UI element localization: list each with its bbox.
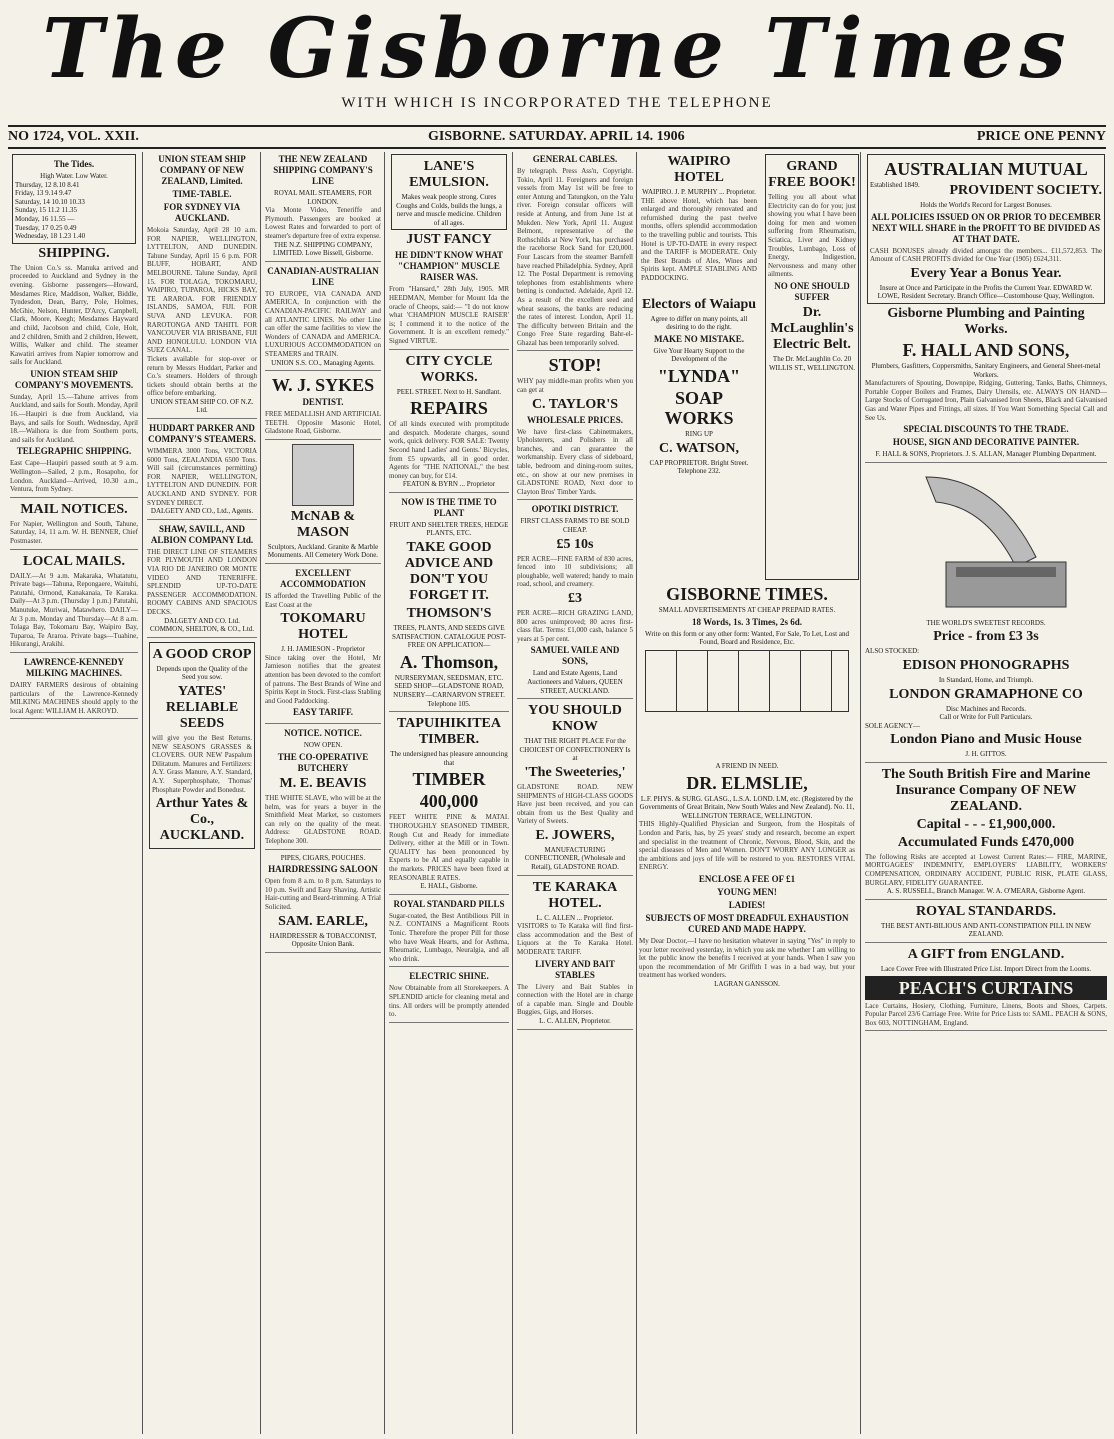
sweeteries: 'The Sweeteries,': [524, 764, 626, 780]
hall-footer: F. HALL & SONS, Proprietors. J. S. ALLAN, Manager Plumbing Department.: [875, 450, 1097, 459]
tickets-body: Tickets available for stop-over or return by Messrs Huddart, Parker and Co.'s steamers. Holders of through tickets should obtain berths at the office before embarking.: [147, 354, 257, 398]
monument-illustration: [292, 444, 354, 506]
milking-body: DAIRY FARMERS desirous of obtaining particulars of the Lawrence-Kennedy MILKING MACHINES should apply to the local Agent: WILLIAM H. AKROYD.: [10, 680, 138, 715]
tokomaru-body: Since taking over the Hotel, Mr Jamieson notifies that the greatest attention has been devoted to the comfort of patrons. The Best Brands of Wine and Spirits Kept in Stock. First-class Stabling and Good Paddocking.: [265, 653, 381, 705]
opotiki-price2: £3: [568, 590, 582, 606]
issue-number: NO 1724, VOL. XXII.: [8, 129, 139, 144]
columns: [8, 152, 1106, 1434]
gramophone: LONDON GRAMAPHONE CO: [889, 686, 1083, 702]
peach-ad: [865, 947, 1107, 1031]
cables-article: [517, 154, 633, 351]
sole-agency: SOLE AGENCY—: [865, 721, 921, 730]
gift-title: A GIFT from ENGLAND.: [907, 947, 1065, 963]
mason-ad: [265, 444, 381, 564]
jowers-sub: MANUFACTURING CONFECTIONER, (Wholesale and Retail), GLADSTONE ROAD.: [524, 845, 626, 872]
easy-tariff: EASY TARIFF.: [292, 707, 354, 718]
taylor-sub: WHOLESALE PRICES.: [526, 414, 624, 425]
livery-footer: L. C. ALLEN, Proprietor.: [539, 1017, 611, 1025]
huddart-ad: [147, 423, 257, 520]
records: THE WORLD'S SWEETEST RECORDS.: [926, 618, 1046, 627]
hall-sub: Plumbers, Gasfitters, Coppersmiths, Sanitary Engineers, and General Sheet-metal Workers.: [871, 361, 1101, 379]
elmslie-ad: [639, 762, 855, 989]
cycle-footer: FEATON & BYRN ... Proprietor: [402, 480, 496, 489]
column-5: [512, 152, 635, 1434]
earle-sub: HAIRDRESSER & TOBACCONIST, Opposite Union Bank.: [269, 931, 377, 949]
thomson-name: A. Thomson,: [399, 651, 499, 672]
phonograph-illustration: [886, 467, 1086, 617]
shaw-title: SHAW, SAVILL, AND ALBION COMPANY Ltd.: [150, 523, 254, 545]
huddart-title: HUDDART PARKER AND COMPANY'S STEAMERS.: [148, 423, 256, 445]
opotiki-body1: PER ACRE—FINE FARM of 830 acres, fenced into 10 subdivisions; all ploughable, well watered; handy to main road, school, and creamery.: [517, 554, 633, 589]
column-2: [142, 152, 259, 1434]
enclose: ENCLOSE A FEE OF £1: [698, 873, 796, 884]
accumulated: Accumulated Funds £470,000: [897, 834, 1075, 850]
peach: PEACH'S CURTAINS: [865, 976, 1107, 1000]
subjects-title: SUBJECTS OF MOST DREADFUL EXHAUSTION CURED AND MADE HAPPY.: [645, 912, 849, 934]
movements-body: Sunday, April 15.—Tahune arrives from Auckland, and sails for South. Monday, April 16.—Haupiri is due from Auckland, via Bays, and sails for South. Wednesday, April 18.—Waihora is due from Southern ports, and sails for Auckland.: [10, 392, 138, 444]
jowers: E. JOWERS,: [535, 827, 615, 843]
fire-title: The South British Fire and Marine Insurance Company OF NEW ZEALAND.: [881, 766, 1091, 814]
waipiro-title: WAIPIRO HOTEL: [667, 154, 731, 185]
elmslie-title: DR. ELMSLIE,: [686, 772, 808, 793]
special: SPECIAL DISCOUNTS TO THE TRADE.: [903, 424, 1069, 435]
edison-sub: In Standard, Home, and Triumph.: [938, 675, 1034, 684]
opotiki-title: OPOTIKI DISTRICT.: [531, 504, 619, 515]
nz-shipping-ad: [265, 154, 381, 262]
royal-std-title: ROYAL STANDARDS.: [915, 903, 1057, 919]
telegraphic-body: East Cape—Haupiri passed south at 9 a.m. Wellington—Sailed, 2 p.m., Rosapoho, for London. Auckland—Arrived, 10.30 a.m., Ventura, from Sydney.: [10, 459, 138, 494]
tides-row: Wednesday, 18 1.23 1.40: [15, 232, 86, 241]
cycle-sub: PEEL STREET. Next to H. Sandlant.: [396, 387, 502, 396]
fire-ad: [865, 767, 1107, 900]
milking-ad: [10, 657, 138, 719]
shaw-body: THE DIRECT LINE OF STEAMERS FOR PLYMOUTH AND LONDON VIA RIO DE JANEIRO OR MONTE VIDEO AND TENERIFFE. SPLENDID UP-TO-DATE PASSENGER ACCOMMODATION. ROOMY CABINS AND SPACIOUS DECKS.: [147, 547, 257, 616]
fancy-ad: [389, 232, 509, 349]
earle-title: SAM. EARLE,: [278, 913, 368, 929]
notice-title: NOTICE. NOTICE.: [284, 728, 362, 739]
lane-body: Makes weak people strong. Cures Coughs and Colds, builds the lungs, a nerve and muscle medicine. Children of all ages.: [396, 193, 502, 227]
mail-notices: [10, 502, 138, 550]
local-title: LOCAL MAILS.: [23, 553, 125, 569]
piano-title: London Piano and Music House: [890, 732, 1082, 748]
hairdressing-ad: [265, 854, 381, 953]
karaka-title: TE KARAKA HOTEL.: [532, 879, 618, 911]
amp-title: AUSTRALIAN MUTUAL: [884, 159, 1088, 179]
grand-free: GRAND FREE BOOK!: [768, 159, 856, 190]
cycle-title: CITY CYCLE WORKS.: [405, 353, 493, 385]
sykes-ad: [265, 375, 381, 440]
crop-title: A GOOD CROP: [152, 646, 252, 662]
opotiki-price1: £5 10s: [556, 536, 594, 552]
lynda: "LYNDA": [657, 365, 741, 386]
plumbing-title: Gisborne Plumbing and Painting Works.: [887, 305, 1085, 337]
soap: SOAP WORKS: [664, 387, 734, 428]
fancy-body: From "Hansard," 28th July, 1905. MR HEEDMAN, Member for Mount Ida the oracle of Cheops, said:— "I do not know what 'CHAMPION MUSCLE RAISER' is; I commend it to the notice of the Government. It is an excellent remedy." Signed VIRTUE.: [389, 285, 509, 345]
excellent-title: EXCELLENT ACCOMMODATION: [280, 568, 366, 590]
call: Call or Write for Full Particulars.: [939, 713, 1033, 722]
amp-bonus: Every Year a Bonus Year.: [910, 265, 1062, 281]
price: Price - from £3 3s: [933, 629, 1039, 645]
mistake-body: Give Your Hearty Support to the Development of the: [653, 346, 745, 364]
ad-form-grid: [645, 650, 849, 712]
yates-title: YATES' RELIABLE SEEDS: [165, 683, 239, 731]
hall-body: Manufacturers of Spouting, Downpipe, Ridging, Guttering, Tanks, Baths, Chimneys, Portable Copper Boilers and Frames, Dairy Utensils, etc. ALWAYS ON HAND—Large Stocks of Corrugated Iron, Plain Galvanised Iron Sheets, Black and Galvanised Gas and Water Pipes and Fittings, all sizes. If You Want Something Special Call and See Us.: [865, 379, 1107, 422]
subjects-body: My Dear Doctor,—I have no hesitation whatever in saying "Yes" in reply to your letter received yesterday, in which you ask me whether I am willing to let the public know the benefits I received at your hands. When I saw you upon the recommendation of Mr Griffith I was in a bad way, but your treatment has worked wonders.: [639, 936, 855, 980]
times-ad: [639, 582, 855, 715]
vaile-body: Land and Estate Agents, Land Auctioneers and Valuers, QUEEN STREET, AUCKLAND.: [527, 669, 623, 695]
timber-amount: 400,000: [419, 791, 479, 812]
cables-body: By telegraph. Press Ass'n, Copyright. Tokio, April 11. Foreigners and foreign vessels from May 1st will be free to enter Antung and Tatungkon, on the Yalu river. Foreign consular officers will reside at Antung, and from June 1st at Mukden. New York, April 11. August Belmont, representative of the Rothschilds at New York, has purchased the racehorse Rock Sand for £20,000. Four Lascars from the steamer Barnfell have reached Philadelphia. Sydney, April 12. The Postal Department is removing telephones from establishments where betting is conducted. Adelaide, April 12. As a result of the excellent seed and wheat seasons, the banks are reducing the rates of interest. London, April 11. The difficulty between Britain and the Congo Free State regarding Bahr-el-Ghazal has been temporarily solved.: [517, 167, 633, 347]
butchery-title: THE CO-OPERATIVE BUTCHERY: [277, 752, 369, 773]
tides-row: Saturday, 14 10.10 10.33: [15, 197, 85, 206]
canadian-title: CANADIAN-AUSTRALIAN LINE: [267, 265, 379, 287]
thomson-body: NURSERYMAN, SEEDSMAN, ETC. SEED SHOP—GLADSTONE ROAD, NURSERY—CARNARVON STREET. Telephone 105.: [393, 673, 505, 708]
column-4: [384, 152, 511, 1434]
edison: EDISON PHONOGRAPHS: [902, 657, 1070, 673]
timber: TIMBER: [412, 769, 486, 790]
friend: A FRIEND IN NEED.: [715, 762, 779, 770]
telegraphic-title: TELEGRAPHIC SHIPPING.: [16, 446, 132, 457]
thomsons-body: TREES, PLANTS, AND SEEDS GIVE SATISFACTION. CATALOGUE POST-FREE ON APPLICATION—: [392, 624, 506, 650]
column-6: [636, 152, 859, 1434]
giltos: J. H. GITTOS.: [965, 750, 1007, 759]
tokomaru-title: TOKOMARU HOTEL: [280, 611, 366, 643]
timber-ad: [389, 716, 509, 895]
gift-sub: Lace Cover Free with Illustrated Price List. Import Direct from the Looms.: [880, 965, 1092, 974]
plant-title: NOW IS THE TIME TO PLANT: [401, 496, 497, 518]
yates-ad: [149, 642, 255, 849]
milking-title: LAWRENCE-KENNEDY MILKING MACHINES.: [23, 656, 124, 678]
fancy-title: JUST FANCY: [406, 232, 492, 248]
amp-sub: PROVIDENT SOCIETY.: [949, 183, 1102, 198]
masthead: [0, 0, 1114, 125]
canadian-body: TO EUROPE, VIA CANADA AND AMERICA, In conjunction with the CANADIAN-PACIFIC RAILWAY and all ATLANTIC LINES. No other Line can offer the same facilities to view the Wonders of CANADA and AMERICA. LUXURIOUS ACCOMMODATION on STEAMERS and TRAIN.: [265, 289, 381, 358]
opotiki-ad: [517, 504, 633, 699]
shipping-body: The Union Co.'s ss. Manuka arrived and proceeded to Auckland and Sydney in the evening. Gisborne passengers—Howard, Mesdames Rice, Maddison, Walker, Biddle, Tyndesdon, Dean, Barry, Pole, Holmes, McGhie, Nelson, Hunter, D'Arcy, Campbell, Clark, Moore, Keegh; Mesdames Hayward and child, Jacobson and child, Cole, Holt, and 2 children, Smith and 2 children, Hewett, Willis, Walker and child. The steamer Kawatiri arrives from Napier tomorrow and sails for Auckland.: [10, 263, 138, 367]
hall-ad: [865, 306, 1107, 463]
cables-title: GENERAL CABLES.: [532, 154, 618, 164]
taylor-body: We have first-class Cabinetmakers, Upholsterers, and Polishers in all branches, and can guarantee the workmanship. Every class of sideboard, table, bedroom and dining-room suites, etc., on show at our new premises in GLADSTONE ROAD, Next door to Clayton Bros' Timber Yards.: [517, 427, 633, 496]
union-footer: UNION STEAM SHIP CO. OF N.Z. Ltd.: [150, 397, 254, 415]
union-ad: [147, 154, 257, 419]
waipiro-ad: [641, 152, 757, 476]
plant-sub: FRUIT AND SHELTER TREES, HEDGE PLANTS, ETC.: [389, 520, 509, 538]
electors-title: Electors of Waiapu: [641, 296, 757, 312]
peach-body: Lace Curtains, Hosiery, Clothing, Furniture, Linens, Boots and Shoes, Carpets. Popular Parcel 23/6 Carriage Free. Write for Price Lists to: SAML. PEACH & SONS, Box 603, NOTTINGHAM, England.: [865, 1001, 1107, 1027]
livery-body: The Livery and Bait Stables in connection with the Hotel are in charge of a capable man. Single and Double Buggies, Gigs, and Horses.: [517, 982, 633, 1017]
amp-body: ALL POLICIES ISSUED ON OR PRIOR TO DECEMBER NEXT WILL SHARE in the PROFIT TO BE DIVIDED AS AT THAT DATE.: [871, 211, 1101, 244]
shine-ad: [389, 971, 509, 1022]
mail-title: MAIL NOTICES.: [20, 501, 128, 517]
grand-body: Telling you all about what Electricity can do for you; just showing you what I have been doing for men and women suffering from Rheumatism, Sciatica, Liver and Kidney Troubles, Lumbago, Loss of Energy, Indigestion, Nervousness and many other ailments.: [768, 193, 856, 279]
fancy-sub: HE DIDN'T KNOW WHAT "CHAMPION" MUSCLE RAISER WAS.: [394, 250, 504, 283]
hairdressing-body: Open from 8 a.m. to 8 p.m. Saturdays to 10 p.m. Swift and Easy Shaving. Artistic Hair-cutting and Beard-trimming. A Trial Solicited.: [265, 877, 381, 911]
amp-footer: Insure at Once and Participate in the Profits the Current Year. EDWARD W. LOWE, Resident Secretary. Branch Office—Customhouse Quay, Wellington.: [877, 283, 1095, 301]
tides-row: Monday, 16 11.55 —: [15, 214, 75, 223]
issue-date: GISBORNE. SATURDAY. APRIL 14. 1906: [428, 129, 685, 144]
tides-box: [12, 154, 136, 244]
times-sub: SMALL ADVERTISEMENTS AT CHEAP PREPAID RATES.: [658, 606, 836, 614]
column-3: [260, 152, 383, 1434]
ns-body: Via Monte Video, Teneriffe and Plymouth. Passengers are booked at Lowest Rates and forwarded to port of steamer's departure free of extra expense.: [265, 206, 381, 240]
jamieson: J. H. JAMIESON - Proprietor: [281, 645, 365, 654]
royal-pills-title: ROYAL STANDARD PILLS: [393, 898, 505, 909]
electors-body: Agree to differ on many points, all desiring to do the right.: [650, 314, 748, 332]
local-body: DAILY.—At 9 a.m. Makaraka, Whatatutu, Private bags—Tahuna, Repongaere, Waituhi, Patutahi, Ormond, Kanakanaia, Te Karaka. Daily—At 3 p.m. (Thursday 1 p.m.) Patutahi, Manutuke, Muriwai, Matawhero. DAILY—At 3 p.m. Monday and Thursday—At 8 a.m. Tolaga Bay, Tokomaru Bay, Waipiro Bay, Tuparoa, Te Araroa. Private bags—Tuahine, Hikurangi, Arakihi.: [10, 571, 138, 649]
stop-body: WHY pay middle-man profits when you can get at: [517, 377, 633, 395]
mclaughlin-ad: [765, 154, 859, 580]
sykes-sub: DENTIST.: [302, 397, 344, 408]
mail-body: For Napier, Wellington and South, Tahune, Saturday, 14, 11 a.m. W. H. BENNER, Chief Postmaster.: [10, 519, 138, 545]
issue-price: PRICE ONE PENNY: [976, 129, 1106, 144]
shine-title: ELECTRIC SHINE.: [409, 971, 489, 982]
subjects-footer: LAGRAN GANSSON.: [714, 979, 780, 988]
newspaper-title: The Gisborne Times: [42, 1, 1072, 97]
shine-body: Now Obtainable from all Storekeepers. A SPLENDID article for cleaning metal and tins. All orders will be promptly attended to.: [389, 984, 509, 1019]
mclaughlin-title: Dr. McLaughlin's Electric Belt.: [770, 304, 854, 352]
also-stocked: ALSO STOCKED:: [865, 647, 920, 656]
should-body: THAT THE RIGHT PLACE For the CHOICEST OF CONFECTIONERY Is at: [519, 737, 631, 763]
movements-title: UNION STEAM SHIP COMPANY'S MOVEMENTS.: [14, 368, 134, 390]
crop-body: Depends upon the Quality of the Seed you sow.: [156, 664, 248, 682]
column-7: [860, 152, 1109, 1434]
fire-body: The following Risks are accepted at Lowest Current Rates:— FIRE, MARINE, MORTGAGEES' INDEMNITY, EMPLOYERS' LIABILITY, WORKERS' COMPENSATION, ORDINARY ACCIDENT, PUBLIC RISK, PLATE GLASS, BURGLARY, FIDELITY GUARANTEE.: [865, 852, 1107, 887]
house-sign: HOUSE, SIGN AND DECORATIVE PAINTER.: [892, 437, 1080, 448]
timetable-title: TIME-TABLE.: [172, 189, 232, 199]
pipes: PIPES, CIGARS, POUCHES.: [280, 853, 366, 862]
vaile-title: SAMUEL VAILE AND SONS,: [530, 645, 620, 667]
beavis: M. E. BEAVIS: [279, 776, 367, 791]
tapuihikitea-body: The undersigned has pleasure announcing that: [390, 750, 508, 767]
now-open: NOW OPEN.: [303, 741, 343, 750]
huddart-body: WIMMERA 3000 Tons, VICTORIA 6000 Tons, ZEALANDIA 6500 Tons. Will sail (circumstances permitting) FOR NAPIER, WELLINGTON, LYTTELTON AND DUNEDIN. FOR AUCKLAND AND SYDNEY. FOR SYDNEY DIRECT.: [147, 447, 257, 507]
no-one: NO ONE SHOULD SUFFER: [774, 280, 850, 302]
ns-sub: ROYAL MAIL STEAMERS, FOR LONDON.: [274, 189, 372, 206]
taylor-ad: [517, 355, 633, 500]
yates-body: will give you the Best Returns. NEW SEASON'S GRASSES & CLOVERS. OUR NEW Paspalum Dilitatum. Manures and Fertilizers: A.Y. Grass Manure, A.Y. Standard, A.Y. Superphosphate, Thomas' Phosphate Powder and Bonedust.: [152, 733, 252, 794]
mason-body: Sculptors, Auckland. Granite & Marble Monuments. All Cemetery Work Done.: [267, 542, 379, 560]
shaw-footer: DALGETY AND CO. Ltd. COMMON, SHELTON, & CO., Ltd.: [149, 616, 255, 634]
royal-pills-ad: [389, 899, 509, 968]
ns-title: THE NEW ZEALAND SHIPPING COMPANY'S LINE: [273, 154, 373, 186]
amp-ad: [867, 154, 1105, 304]
lane-title: LANE'S EMULSION.: [409, 159, 489, 190]
thomson-ad: [389, 497, 509, 712]
waipiro-sub: WAIPIRO. J. P. MURPHY ... Proprietor.: [642, 188, 756, 196]
thomsons: THOMSON'S: [406, 606, 492, 622]
amp-est: Established 1849.: [870, 181, 920, 189]
tides-row: Friday, 13 9.14 9.47: [15, 189, 72, 198]
tides-row: Thursday, 12 8.10 8.41: [15, 180, 80, 189]
karaka-body: VISITORS to Te Karaka will find first-class accommodation and the Best of Liquors at the Te Karaka Hotel. MODERATE TARIFF.: [517, 922, 633, 957]
should-title: YOU SHOULD KNOW: [528, 703, 622, 735]
tokomaru-ad: [265, 568, 381, 724]
sweeteries-body: GLADSTONE ROAD. NEW SHIPMENTS of HIGH-CLASS GOODS Have just been received, and you can obtain from us the Best Quality and Variety of Sweets.: [517, 782, 633, 826]
livery-title: LIVERY AND BAIT STABLES: [535, 958, 615, 980]
mclaughlin-footer: The Dr. McLaughlin Co. 20 WILLIS ST., WELLINGTON.: [768, 354, 856, 372]
phonograph-ad: [865, 467, 1107, 763]
column-1: [8, 152, 140, 1434]
tides-head: High Water. Low Water.: [40, 172, 108, 180]
timber-footer: E. HALL, Gisborne.: [420, 882, 478, 891]
amp-tag: Holds the World's Record for Largest Bonuses.: [920, 201, 1052, 209]
times-body: Write on this form or any other form: Wanted, For Sale, To Let, Lost and Found, Board and Residence, Etc.: [645, 629, 849, 647]
sydney-title: FOR SYDNEY VIA AUCKLAND.: [163, 202, 241, 223]
hairdressing-title: HAIRDRESSING SALOON: [268, 864, 378, 875]
union-title: UNION STEAM SHIP COMPANY OF NEW ZEALAND, Limited.: [158, 154, 246, 186]
huddart-footer: DALGETY AND CO., Ltd., Agents.: [150, 507, 254, 516]
shipping-article: [10, 246, 138, 498]
capital: Capital - - - £1,900,000.: [916, 816, 1056, 832]
sykes-title: W. J. SYKES: [271, 375, 375, 396]
gramophone-sub: Disc Machines and Records.: [945, 704, 1027, 713]
ladies: LADIES!: [728, 899, 766, 910]
hall-title: F. HALL AND SONS,: [902, 339, 1070, 360]
local-mails: [10, 554, 138, 653]
tides-title: The Tides.: [53, 159, 95, 169]
watson: C. WATSON,: [658, 440, 739, 456]
shipping-title: SHIPPING.: [38, 245, 110, 261]
watson-sub: CAP PROPRIETOR. Bright Street. Telephone 232.: [649, 458, 749, 476]
tides-row: Tuesday, 17 0.25 0.49: [15, 223, 77, 232]
elmslie-body: THIS Highly-Qualified Physician and Surgeon, from the Hospitals of London and Paris, has, by 25 years' study and research, become an expert and specialist in the treatment of Chronic, Nervous, Blood, Skin, and the special diseases of Men and Women. DON'T WORRY ANY LONGER as the ambitions and joys of life will be restored to you. RESTORES VITAL ENERGY.: [639, 820, 855, 872]
stop-title: STOP!: [548, 355, 602, 376]
karaka-ad: [517, 880, 633, 1030]
amp-cash: CASH BONUSES already divided amongst the members... £11,572,853. The Amount of CASH PROFITS divided for One Year (1905) £624,311.: [870, 246, 1102, 264]
opotiki-sub: FIRST CLASS FARMS TO BE SOLD CHEAP.: [520, 517, 630, 534]
tides-row: Sunday, 15 11.2 11.35: [15, 206, 78, 215]
yates-footer: Arthur Yates & Co., AUCKLAND.: [155, 796, 249, 844]
take-good: TAKE GOOD ADVICE AND DON'T YOU FORGET IT.: [404, 540, 494, 604]
royal-std-body: THE BEST ANTI-BILIOUS AND ANTI-CONSTIPATION PILL IN NEW ZEALAND.: [881, 921, 1091, 939]
timber-body: FEET WHITE PINE & MATAI. THOROUGHLY SEASONED TIMBER, Rough Cut and Ready for immediate Delivery, either at the Mill or in Town. QUALITY has been pronounced by Experts to be AI and equally capable in the markets. PRICES have been fixed at REASONABLE RATES.: [389, 813, 509, 882]
cycle-body: Of all kinds executed with promptitude and despatch. Moderate charges, sound work, quick delivery. FOR SALE: Twenty Second hand Ladies' and Gents.' Bicycles, from £5 upwards, all in good order. Agents for "THE NATIONAL," the best money can buy, for £14.: [389, 420, 509, 480]
opotiki-body2: PER ACRE—RICH GRAZING LAND, 800 acres unimproved; 80 acres first-class flat. Terms: £1,000 cash, balance 5 years at 5 per cent.: [517, 608, 633, 643]
waipiro-body: THE above Hotel, which has been enlarged and thoroughly renovated and refurnished during the past twelve months, offers splendid accommodation to the travelling public and tourists. This Hotel is UP-TO-DATE in every respect and the TARIFF is MODERATE. Only the Best Brands of Ales, Wines and Spirits kept. AMPLE STABLING AND PADDOCKING.: [641, 196, 757, 282]
cycle-ad: [389, 354, 509, 493]
elmslie-sub: L.F. PHYS. & SURG. GLASG., L.S.A. LOND. LM, etc. (Registered by the Governments of Great Britain, New South Wales and New Zealand). No. 11, WELLINGTON TERRACE, WELLINGTON.: [639, 794, 855, 820]
repairs: REPAIRS: [410, 398, 488, 419]
dateline: [8, 125, 1106, 149]
times-title: GISBORNE TIMES.: [666, 584, 828, 604]
sydney-body: Mokoia Saturday, April 28 10 a.m. FOR NAPIER, WELLINGTON, LYTTELTON, AND DUNEDIN. Tahune Sunday, April 15 6 p.m. FOR BLUFF, HOBART, AND MELBOURNE. Talune Sunday, April 15. FOR TOLAGA, TOKOMARU, WAIPIRO, TUPAROA, HICKS BAY, TE ARAROA. FOR FRIENDLY ISLANDS, SAMOA, FIJI. FOR SUVA AND LEVUKA. FOR RAROTONGA AND TAHITI. FOR VANCOUVER VIA BRISBANE, FIJI AND HONOLULU. LONDON VIA SUEZ CANAL.: [147, 226, 257, 355]
canadian-footer: UNION S.S. CO., Managing Agents.: [271, 358, 375, 367]
butchery-body: THE WHITE SLAVE, who will be at the helm, was for years a buyer in the Smithfield Meat Market, so customers can rely on the quality of the meat. Address: GLADSTONE ROAD. Telephone 300.: [265, 794, 381, 845]
lane-ad: [391, 154, 507, 230]
canadian-ad: [265, 266, 381, 371]
newspaper-subtitle: WITH WHICH IS INCORPORATED THE TELEPHONE: [341, 95, 773, 111]
royal-std-ad: [865, 904, 1107, 943]
shaw-ad: [147, 524, 257, 638]
tapuihikitea-title: TAPUIHIKITEA TIMBER.: [397, 716, 501, 748]
young-men: YOUNG MEN!: [717, 886, 777, 897]
sykes-body: FREE MEDALLISH AND ARTIFICIAL TEETH. Opposite Masonic Hotel, Gladstone Road, Gisborne.: [265, 410, 381, 436]
watson-body: RING UP: [685, 429, 713, 438]
butchery-ad: [265, 728, 381, 849]
excellent-body: IS afforded the Travelling Public of the East Coast at the: [265, 592, 381, 609]
royal-pills-body: Sugar-coated, the Best Antibilious Pill in N.Z. CONTAINS a Magnificent Roots Tonic. Therefore the proper Pill for those who have Weak Hearts, and for Asthma, Rheumatic, Lumbago, Neuralgia, and all who drink.: [389, 911, 509, 963]
taylor: C. TAYLOR'S: [531, 396, 619, 412]
karaka-sub: L. C. ALLEN ... Proprietor.: [536, 913, 614, 922]
mistake: MAKE NO MISTAKE.: [653, 333, 745, 344]
sweeteries-ad: [517, 703, 633, 876]
fire-footer: A. S. RUSSELL, Branch Manager. W. A. O'MEARA, Gisborne Agent.: [886, 887, 1086, 896]
mason-title: McNAB & MASON: [290, 508, 356, 540]
ns-footer: THE N.Z. SHIPPING COMPANY, LIMITED. Lowe Bissell, Gisborne.: [273, 240, 373, 258]
times-rates: 18 Words, 1s. 3 Times, 2s 6d.: [691, 616, 803, 627]
